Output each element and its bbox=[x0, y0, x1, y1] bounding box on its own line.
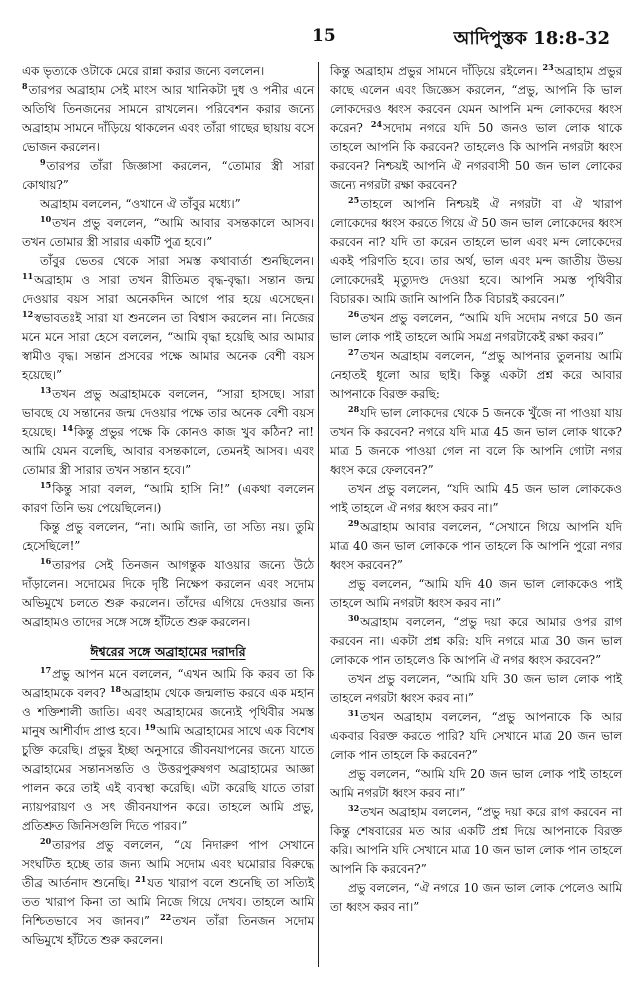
paragraph bbox=[330, 613, 622, 670]
book-title: আদিপুস্তক bbox=[453, 28, 527, 49]
paragraph bbox=[330, 765, 622, 803]
paragraph bbox=[330, 480, 622, 518]
verse-text: যদি ভাল লোকদের থেকে 5 জনকে খুঁজে না পাওয়া যায় তখন কি করবেন? নগরে যদি মাত্র 45 জন ভাল লোক থাকে? মাত্র 5 জনকে পাওয়া গেল না বলে কি আপনি গোটা নগর ধ্বংস করে ফেলবেন?” bbox=[330, 406, 622, 477]
verse-number: 13 bbox=[40, 385, 52, 396]
verse-text: তখন প্রভু বললেন, “আমি যদি সদোম নগরে 50 জন ভাল লোক পাই তাহলে আমি সমগ্র নগরটাকেই রক্ষা করব।” bbox=[330, 311, 622, 344]
verse-text: এক ভৃত্যকে ওটাকে মেরে রান্না করার জন্যে বললেন। bbox=[22, 64, 265, 78]
verse-number: 12 bbox=[22, 309, 34, 320]
paragraph bbox=[22, 518, 314, 556]
verse-number: 29 bbox=[348, 518, 360, 529]
paragraph bbox=[22, 62, 314, 81]
verse-text: অব্রাহাম ও সারা তখন রীতিমত বৃদ্ধ-বৃদ্ধা। সন্তান জন্ম দেওয়ার বয়স সারা অনেকদিন আগে পার হয়ে এসেছেন। bbox=[22, 273, 314, 306]
paragraph bbox=[22, 252, 314, 385]
paragraph bbox=[330, 404, 622, 480]
verse-text: সদোম নগরে যদি 50 জনও ভাল লোক থাকে তাহলে আপনি কি করবেন? তাহলেও কি আপনি নগরটা ধ্বংস করবেন? নিশ্চয়ই আপনি ঐ নগরবাসী 50 জন ভাল লোকের জন্যে নগরটা রক্ষা করবেন? bbox=[330, 121, 622, 192]
paragraph bbox=[330, 62, 622, 195]
verse-text: আমি অব্রাহামের সাথে এক বিশেষ চুক্তি করেছি। প্রভুর ইচ্ছা অনুসারে জীবনযাপনের জন্যে যাতে অব্রাহামের সন্তানসন্ততি ও উত্তরপুরুষগণ অব্রাহামের আজ্ঞা পালন করে তাই এই ব্যবস্থা করেছি। এটা করেছি যাতে তারা ন্যায়পরায়ণ ও সৎ জীবনযাপন করে। তাহলে আমি প্রভু, প্রতিশ্রুত জিনিসগুলি দিতে পারব।” bbox=[22, 724, 314, 833]
verse-number: 30 bbox=[348, 613, 360, 624]
verse-text: তখন প্রভু অব্রাহামকে বললেন, “সারা হাসছে। সারা ভাবছে যে সন্তানের জন্ম দেওয়ার পক্ষে তার অনেক বেশী বয়স হয়েছে। bbox=[22, 387, 314, 439]
verse-text: প্রভু বললেন, “আমি যদি 20 জন ভাল লোক পাই তাহলে আমি নগরটা ধ্বংস করব না।” bbox=[330, 767, 622, 800]
verse-number: 16 bbox=[40, 556, 52, 567]
paragraph bbox=[22, 480, 314, 518]
verse-number: 21 bbox=[135, 874, 147, 885]
verse-text: প্রভু বললেন, “ঐ নগরে 10 জন ভাল লোক পেলেও আমি তা ধ্বংস করব না।” bbox=[330, 881, 622, 914]
verse-number: 20 bbox=[40, 836, 52, 847]
paragraph bbox=[330, 347, 622, 404]
paragraph bbox=[330, 803, 622, 879]
paragraph bbox=[22, 214, 314, 252]
verse-number: 26 bbox=[348, 309, 360, 320]
verse-text: যত খারাপ বলে শুনেছি তা সত্যিই তত খারাপ কিনা তা আমি নিজে গিয়ে দেখব। তাহলে আমি নিশ্চিতভাবে সব জানব।” bbox=[22, 876, 314, 928]
verse-number: 31 bbox=[348, 708, 360, 719]
verse-text: প্রভু বললেন, “আমি যদি 40 জন ভাল লোককেও পাই তাহলে আমি নগরটা ধ্বংস করব না।” bbox=[330, 577, 622, 610]
verse-number: 10 bbox=[40, 214, 52, 225]
verse-text: অব্রাহাম বললেন, “প্রভু দয়া করে আমার ওপর রাগ করবেন না। একটা প্রশ্ন করি: যদি নগরে মাত্র 30 জন ভাল লোককে পান তাহলেও কি আপনি ঐ নগর ধ্বংস করবেন?” bbox=[330, 615, 622, 667]
paragraph bbox=[22, 836, 314, 950]
verse-text: তারপর সেই তিনজন আগন্তুক যাওয়ার জন্যে উঠে দাঁড়ালেন। সদোমের দিকে দৃষ্টি নিক্ষেপ করলেন এবং সদোম অভিমুখে চলতে শুরু করলেন। তাঁদের এগিয়ে দেওয়ার জন্য অব্রাহামও তাদের সঙ্গে সঙ্গে হাঁটতে শুরু করলেন। bbox=[22, 558, 314, 629]
verse-number: 22 bbox=[160, 912, 172, 923]
verse-text: তারপর অব্রাহাম সেই মাংস আর খানিকটা দুধ ও পনীর এনে অতিথি তিনজনের সামনে রাখলেন। পরিবেশন করার জন্যে অব্রাহাম সামনে দাঁড়িয়ে থাকলেন এবং তাঁরা গাছের ছায়ায় বসে ভোজন করলেন। bbox=[22, 83, 314, 154]
verse-number: 9 bbox=[40, 157, 46, 168]
verse-text: তখন প্রভু বললেন, “আমি যদি 30 জন ভাল লোক পাই তাহলে নগরটা ধ্বংস করব না।” bbox=[330, 672, 622, 705]
verse-number: 14 bbox=[61, 423, 74, 434]
verse-text: কিন্তু অব্রাহাম প্রভুর সামনে দাঁড়িয়ে রইলেন। bbox=[330, 64, 543, 78]
verse-number: 19 bbox=[144, 722, 156, 733]
paragraph bbox=[22, 556, 314, 632]
verse-text: অব্রাহাম বললেন, “ওখানে ঐ তাঁবুর মধ্যে।” bbox=[40, 197, 241, 211]
section-heading: ঈশ্বরের সঙ্গে অব্রাহামের দরাদরি bbox=[90, 644, 246, 659]
paragraph bbox=[330, 309, 622, 347]
right-column bbox=[330, 62, 622, 917]
verse-number: 23 bbox=[542, 62, 554, 73]
verse-text: প্রভু আপন মনে বললেন, “এখন আমি কি করব তা কি অব্রাহামকে বলব? bbox=[22, 667, 314, 700]
verse-text: তখন অব্রাহাম বললেন, “প্রভু দয়া করে রাগ করবেন না কিন্তু শেষবারের মত আর একটি প্রশ্ন দিয়ে আপনাকে বিরক্ত করি। আপনি যদি সেখানে মাত্র 10 জন ভাল লোক পান তাহলে আপনি কি করবেন?” bbox=[330, 805, 622, 876]
verse-text: অব্রাহাম প্রভুর কাছে এলেন এবং জিজ্ঞেস করলেন, “প্রভু, আপনি কি ভাল লোকদেরও ধ্বংস করবেন যেমন আপনি মন্দ লোকদের ধ্বংস করেন? bbox=[330, 64, 622, 135]
paragraph bbox=[330, 708, 622, 765]
verse-text: তখন প্রভু বললেন, “যদি আমি 45 জন ভাল লোককেও পাই তাহলে ঐ নগর ধ্বংস করব না।” bbox=[330, 482, 622, 515]
verse-text: তখন প্রভু বললেন, “আমি আবার বসন্তকালে আসব। তখন তোমার স্ত্রী সারার একটি পুত্র হবে।” bbox=[22, 216, 314, 249]
verse-number: 15 bbox=[40, 480, 52, 491]
verse-number: 11 bbox=[22, 271, 34, 282]
paragraph bbox=[330, 195, 622, 309]
verse-text: স্বভাবতঃই সারা যা শুনলেন তা বিশ্বাস করলেন না। নিজের মনে মনে সারা হেসে বললেন, “আমি বৃদ্ধা হয়েছি আর আমার স্বামীও বৃদ্ধ। সন্তান প্রসবের পক্ষে আমার অনেক বেশী বয়স হয়েছে।” bbox=[22, 311, 314, 382]
verse-number: 24 bbox=[370, 119, 383, 130]
verse-text: অব্রাহাম থেকে জন্মলাভ করবে এক মহান ও শক্তিশালী জাতি। এবং অব্রাহামের জন্যেই পৃথিবীর সমস্ত মানুষ আশীর্বাদ প্রাপ্ত হবে। bbox=[22, 686, 314, 738]
verse-text: কিন্তু প্রভুর পক্ষে কি কোনও কাজ খুব কঠিন? না! আমি যেমন বলেছি, আবার বসন্তকালে, তেমনই আসব। এবং তোমার স্ত্রী সারার তখন সন্তান হবে।” bbox=[22, 425, 314, 477]
paragraph bbox=[22, 157, 314, 195]
verse-number: 17 bbox=[40, 665, 52, 676]
paragraph bbox=[22, 385, 314, 480]
verse-text: তাঁবুর ভেতর থেকে সারা সমস্ত কথাবার্তা শুনছিলেন। bbox=[40, 254, 314, 268]
verse-text: তখন তাঁরা তিনজন সদোম অভিমুখে হাঁটতে শুরু করলেন। bbox=[22, 914, 314, 947]
paragraph bbox=[22, 81, 314, 157]
paragraph bbox=[330, 670, 622, 708]
verse-text: কিন্তু সারা বলল, “আমি হাসি নি!” (একথা বললেন কারণ তিনি ভয় পেয়েছিলেন।) bbox=[22, 482, 314, 515]
verse-text: তখন অব্রাহাম বললেন, “প্রভু আপনার তুলনায় আমি নেহাতই ধূলো আর ছাই। কিন্তু একটা প্রশ্ন করে আবার আপনাকে বিরক্ত করছি: bbox=[330, 349, 622, 401]
paragraph bbox=[22, 665, 314, 836]
paragraph bbox=[330, 518, 622, 575]
verse-text: অব্রাহাম আবার বললেন, “সেখানে গিয়ে আপনি যদি মাত্র 40 জন ভাল লোককে পান তাহলে কি আপনি পুরো নগর ধ্বংস করবেন?” bbox=[330, 520, 622, 572]
verse-number: 27 bbox=[348, 347, 360, 358]
paragraph bbox=[330, 879, 622, 917]
verse-number: 32 bbox=[348, 803, 360, 814]
column-divider bbox=[318, 62, 319, 967]
verse-text: তারপর প্রভু বললেন, “যে নিদারুণ পাপ সেখানে সংঘটিত হচ্ছে তার জন্য আমি সদোম এবং ঘমোরার বিরুদ্ধে তীব্র আর্তনাদ শুনেছি। bbox=[22, 838, 314, 890]
verse-number: 25 bbox=[348, 195, 360, 206]
verse-number: 18 bbox=[109, 684, 122, 695]
verse-text: কিন্তু প্রভু বললেন, “না। আমি জানি, তা সত্যি নয়। তুমি হেসেছিলে!” bbox=[22, 520, 314, 553]
page-header bbox=[22, 24, 616, 52]
paragraph bbox=[330, 575, 622, 613]
running-head bbox=[454, 24, 610, 55]
verse-number: 8 bbox=[22, 81, 28, 92]
left-column bbox=[22, 62, 314, 950]
verse-number: 28 bbox=[348, 404, 360, 415]
page-number: 15 bbox=[312, 26, 336, 46]
verse-text: তারপর তাঁরা জিজ্ঞাসা করলেন, “তোমার স্ত্রী সারা কোথায়?” bbox=[22, 159, 314, 192]
verse-text: তখন অব্রাহাম বললেন, “প্রভু আপনাকে কি আর একবার বিরক্ত করতে পারি? যদি সেখানে মাত্র 20 জন ভাল লোক পান তাহলে কি করবেন?” bbox=[330, 710, 622, 762]
chapter-verse-range: 18:8-32 bbox=[533, 28, 610, 49]
paragraph bbox=[22, 195, 314, 214]
verse-text: তাহলে আপনি নিশ্চয়ই ঐ নগরটা বা ঐ খারাপ লোকেদের ধ্বংস করতে গিয়ে ঐ 50 জন ভাল লোকেদের ধ্বংস করবেন না? যদি তা করেন তাহলে ভাল এবং মন্দ লোকেদের একই পরিণতি হবে। তার অর্থ, ভাল এবং মন্দ জাতীয় উভয় লোকেদেরই মৃত্যুদণ্ড দেওয়া হবে। আপনি সমস্ত পৃথিবীর বিচারক। আমি জানি আপনি ঠিক বিচারই করবেন।” bbox=[330, 197, 622, 306]
